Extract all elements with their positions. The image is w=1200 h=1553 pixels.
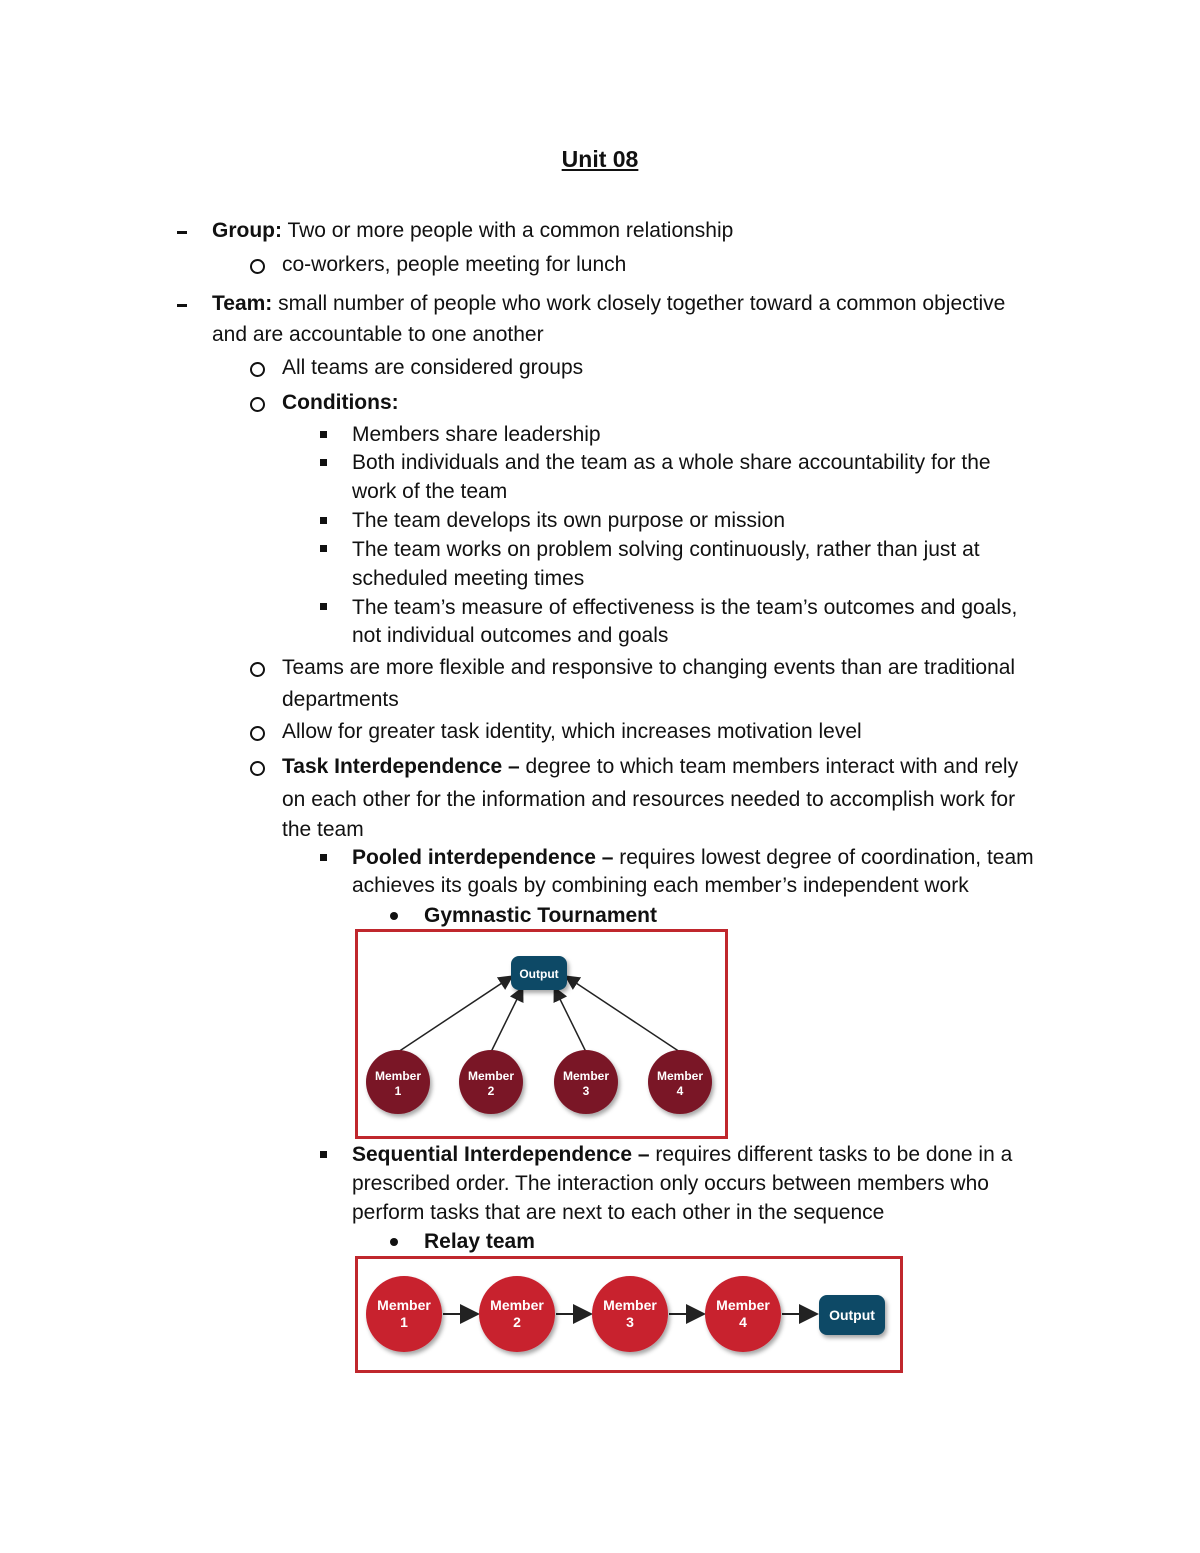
relay-output-node — [819, 1295, 885, 1335]
condition-item: The team works on problem solving continuously, rather than just at — [352, 538, 980, 561]
condition-item: Members share leadership — [352, 423, 601, 446]
relay-member-3 — [592, 1276, 668, 1352]
sequential-line2: prescribed order. The interaction only occurs between members who — [352, 1172, 989, 1195]
relay-member-4 — [705, 1276, 781, 1352]
circle-bullet — [250, 726, 265, 741]
condition-item: Both individuals and the team as a whole share accountability for the — [352, 451, 991, 474]
circle-bullet — [250, 259, 265, 274]
sequential-example: Relay team — [424, 1230, 535, 1253]
conditions-label: Conditions: — [282, 391, 399, 414]
square-bullet — [320, 431, 327, 438]
svg-text:Member: Member — [603, 1297, 657, 1313]
task-identity-text: Allow for greater task identity, which increases motivation level — [282, 720, 862, 743]
group-example: co-workers, people meeting for lunch — [282, 253, 627, 276]
circle-bullet — [250, 761, 265, 776]
interdependence-line1: Task Interdependence – degree to which team members interact with and rely — [282, 755, 1019, 778]
svg-text:4: 4 — [739, 1314, 747, 1330]
pooled-arrow — [555, 989, 586, 1052]
team-definition-line1: Team: small number of people who work closely together toward a common objective — [212, 292, 1006, 315]
svg-text:1: 1 — [394, 1084, 402, 1098]
sequential-line3: perform tasks that are next to each other in the sequence — [352, 1201, 885, 1224]
pooled-diagram-svg — [358, 932, 725, 1136]
square-bullet — [320, 459, 327, 466]
pooled-line2: achieves its goals by combining each member’s independent work — [352, 874, 969, 897]
group-definition: Group: Two or more people with a common relationship — [212, 219, 734, 242]
pooled-diagram — [355, 929, 728, 1139]
svg-text:3: 3 — [582, 1084, 590, 1098]
interdependence-line2: on each other for the information and resources needed to accomplish work for — [282, 788, 1016, 811]
condition-item-cont: scheduled meeting times — [352, 567, 585, 590]
round-bullet — [390, 912, 398, 920]
pooled-line1: Pooled interdependence – requires lowest degree of coordination, team — [352, 846, 1034, 869]
pooled-member-2 — [459, 1050, 523, 1114]
pooled-example: Gymnastic Tournament — [424, 904, 657, 927]
pooled-arrow — [491, 989, 522, 1052]
sequential-diagram-svg — [358, 1259, 900, 1370]
sequential-diagram — [355, 1256, 903, 1373]
all-teams-text: All teams are considered groups — [282, 356, 584, 379]
circle-bullet — [250, 362, 265, 377]
pooled-member-4 — [648, 1050, 712, 1114]
svg-text:Output: Output — [519, 967, 559, 981]
svg-text:2: 2 — [513, 1314, 521, 1330]
svg-text:Member: Member — [490, 1297, 544, 1313]
svg-text:Output: Output — [829, 1307, 875, 1323]
svg-text:Member: Member — [562, 1069, 610, 1083]
sequential-line1: Sequential Interdependence – requires different tasks to be done in a — [352, 1143, 1013, 1166]
pooled-member-1 — [366, 1050, 430, 1114]
pooled-arrow — [398, 977, 511, 1052]
pooled-output-node — [511, 956, 567, 990]
square-bullet — [320, 545, 327, 552]
condition-item-cont: work of the team — [352, 480, 508, 503]
relay-member-2 — [479, 1276, 555, 1352]
team-definition-line2: and are accountable to one another — [212, 323, 544, 346]
svg-text:Member: Member — [656, 1069, 704, 1083]
svg-text:Member: Member — [716, 1297, 770, 1313]
pooled-arrow — [567, 977, 680, 1052]
dash-bullet — [177, 231, 187, 234]
relay-member-1 — [366, 1276, 442, 1352]
svg-text:1: 1 — [400, 1314, 408, 1330]
circle-bullet — [250, 662, 265, 677]
svg-text:Member: Member — [467, 1069, 515, 1083]
round-bullet — [390, 1238, 398, 1246]
page-title: Unit 08 — [561, 146, 639, 172]
svg-text:2: 2 — [487, 1084, 495, 1098]
svg-text:4: 4 — [676, 1084, 684, 1098]
svg-text:Member: Member — [374, 1069, 422, 1083]
pooled-member-3 — [554, 1050, 618, 1114]
square-bullet — [320, 854, 327, 861]
square-bullet — [320, 1151, 327, 1158]
square-bullet — [320, 603, 327, 610]
condition-item: The team’s measure of effectiveness is the team’s outcomes and goals, — [352, 596, 1018, 619]
condition-item-cont: not individual outcomes and goals — [352, 624, 669, 647]
condition-item: The team develops its own purpose or mission — [352, 509, 786, 532]
interdependence-line3: the team — [282, 818, 364, 841]
circle-bullet — [250, 397, 265, 412]
flexible-text-line1: Teams are more flexible and responsive to changing events than are traditional — [282, 656, 1016, 679]
svg-text:3: 3 — [626, 1314, 634, 1330]
dash-bullet — [177, 304, 187, 307]
square-bullet — [320, 517, 327, 524]
svg-text:Member: Member — [377, 1297, 431, 1313]
flexible-text-line2: departments — [282, 688, 399, 711]
